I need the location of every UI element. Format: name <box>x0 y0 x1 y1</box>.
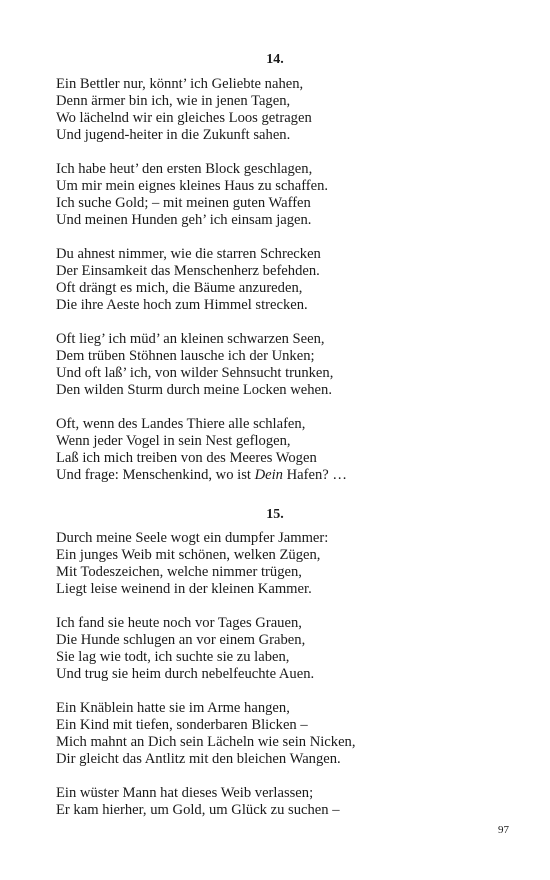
verse-line: Liegt leise weinend in der kleinen Kammer. <box>56 581 312 597</box>
verse-line: Er kam hierher, um Gold, um Glück zu suchen – <box>56 802 340 818</box>
verse-line: Den wilden Sturm durch meine Locken wehen. <box>56 382 332 398</box>
verse-line: Der Einsamkeit das Menschenherz befehden. <box>56 263 320 279</box>
verse-line: Mich mahnt an Dich sein Lächeln wie sein Nicken, <box>56 734 356 750</box>
poem-number-15: 15. <box>266 507 284 522</box>
verse-line: Ein Kind mit tiefen, sonderbaren Blicken – <box>56 717 308 733</box>
verse-line: Die ihre Aeste hoch zum Himmel strecken. <box>56 297 308 313</box>
verse-line: Ein junges Weib mit schönen, welken Zügen, <box>56 547 321 563</box>
poem-14-stanza-1 <box>56 76 496 144</box>
poem-15-stanza-3 <box>56 700 496 768</box>
verse-line: Und trug sie heim durch nebelfeuchte Auen. <box>56 666 315 682</box>
poem-14-stanza-3 <box>56 246 496 314</box>
verse-line: Und jugend-heiter in die Zukunft sahen. <box>56 127 291 143</box>
verse-line: Dir gleicht das Antlitz mit den bleichen Wangen. <box>56 751 341 767</box>
verse-line: Um mir mein eignes kleines Haus zu schaffen. <box>56 178 329 194</box>
verse-line: Durch meine Seele wogt ein dumpfer Jammer: <box>56 530 329 546</box>
verse-line: Denn ärmer bin ich, wie in jenen Tagen, <box>56 93 291 109</box>
page-number: 97 <box>498 824 509 836</box>
verse-line: Ich fand sie heute noch vor Tages Grauen, <box>56 615 302 631</box>
verse-line: Ein Bettler nur, könnt’ ich Geliebte nahen, <box>56 76 304 92</box>
verse-line: Und meinen Hunden geh’ ich einsam jagen. <box>56 212 312 228</box>
verse-line: Laß ich mich treiben von des Meeres Wogen <box>56 450 317 466</box>
verse-line: Ein wüster Mann hat dieses Weib verlassen; <box>56 785 314 801</box>
verse-line-with-emphasis: Und frage: Menschenkind, wo ist Dein Hafen? … <box>56 467 348 483</box>
poem-15-stanza-4 <box>56 785 496 819</box>
verse-line: Oft, wenn des Landes Thiere alle schlafen, <box>56 416 306 432</box>
verse-line: Sie lag wie todt, ich suchte sie zu laben, <box>56 649 290 665</box>
verse-line: Ich suche Gold; – mit meinen guten Waffen <box>56 195 311 211</box>
poem-15-stanza-1 <box>56 530 496 598</box>
verse-line: Du ahnest nimmer, wie die starren Schrecken <box>56 246 321 262</box>
verse-line: Wo lächelnd wir ein gleiches Loos getragen <box>56 110 312 126</box>
verse-line: Ich habe heut’ den ersten Block geschlagen, <box>56 161 313 177</box>
emphasized-word: Dein <box>254 467 283 483</box>
poem-14-stanza-2 <box>56 161 496 229</box>
verse-line: Ein Knäblein hatte sie im Arme hangen, <box>56 700 290 716</box>
verse-line: Oft drängt es mich, die Bäume anzureden, <box>56 280 303 296</box>
poem-14-stanza-4 <box>56 331 496 399</box>
verse-line: Wenn jeder Vogel in sein Nest geflogen, <box>56 433 291 449</box>
poem-15-stanza-2 <box>56 615 496 683</box>
verse-line: Und oft laß’ ich, von wilder Sehnsucht trunken, <box>56 365 334 381</box>
verse-line: Mit Todeszeichen, welche nimmer trügen, <box>56 564 302 580</box>
verse-line: Dem trüben Stöhnen lausche ich der Unken; <box>56 348 315 364</box>
verse-line: Die Hunde schlugen an vor einem Graben, <box>56 632 306 648</box>
poem-14-stanza-5 <box>56 416 496 484</box>
verse-line: Oft lieg’ ich müd’ an kleinen schwarzen Seen, <box>56 331 325 347</box>
poem-number-14: 14. <box>266 52 284 67</box>
